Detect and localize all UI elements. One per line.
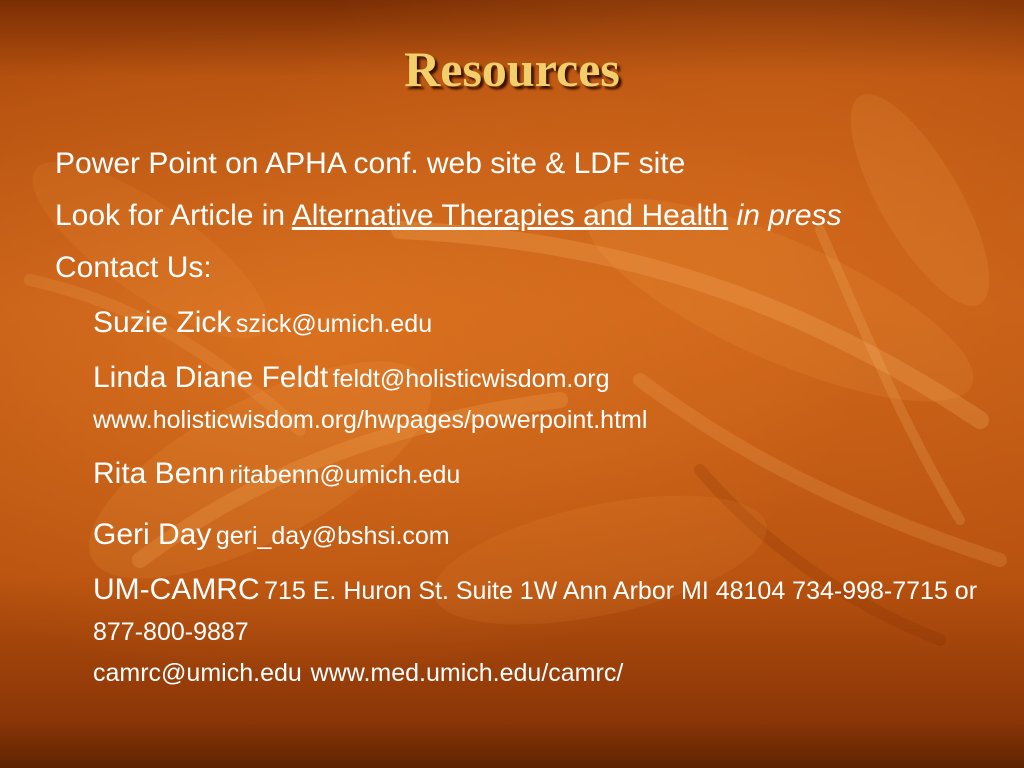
slide-body	[55, 140, 985, 702]
article-status: in press	[736, 199, 842, 232]
slide-title: Resources	[404, 41, 620, 97]
contact-email[interactable]: camrc@umich.edu	[93, 659, 302, 687]
contact-item	[55, 510, 985, 565]
contact-name: Rita Benn	[93, 457, 225, 490]
contact-item	[55, 298, 985, 353]
contact-name: UM-CAMRC	[93, 573, 260, 606]
contact-heading: Contact Us:	[55, 251, 212, 284]
bullet-powerpoint: Power Point on APHA conf. web site & LDF site	[55, 147, 686, 180]
contact-email[interactable]: geri_day@bshsi.com	[215, 522, 450, 550]
contact-name: Linda Diane Feldt	[93, 361, 329, 394]
article-journal-link[interactable]: Alternative Therapies and Health	[291, 199, 729, 232]
article-prefix: Look for Article in	[55, 199, 292, 232]
contact-email[interactable]: feldt@holisticwisdom.org	[332, 365, 610, 393]
contact-name: Suzie Zick	[93, 306, 232, 339]
contact-address: 715 E. Huron St. Suite 1W Ann Arbor MI 48104 734-998-7715 or 877-800-9887	[93, 577, 978, 646]
bullet-article	[55, 194, 985, 238]
contact-url[interactable]: www.holisticwisdom.org/hwpages/powerpoint.html	[93, 406, 648, 434]
contact-item	[55, 571, 985, 696]
contact-name: Geri Day	[93, 518, 212, 551]
contact-item	[55, 359, 985, 443]
contact-email[interactable]: ritabenn@umich.edu	[229, 461, 461, 489]
contact-email[interactable]: szick@umich.edu	[235, 310, 433, 338]
contact-item	[55, 449, 985, 504]
contact-url[interactable]: www.med.umich.edu/camrc/	[310, 659, 624, 687]
